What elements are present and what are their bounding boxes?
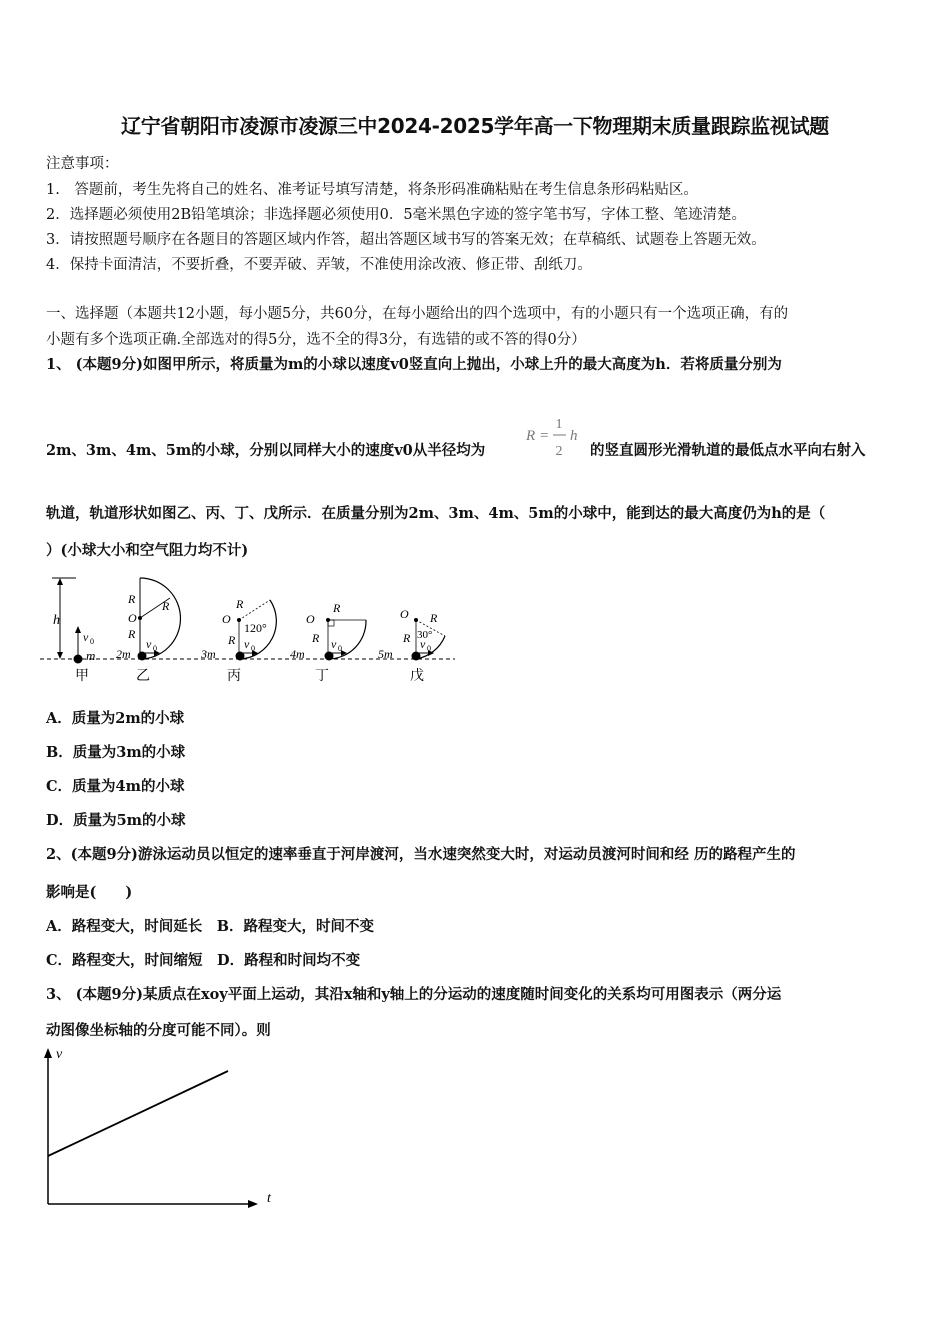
caption-jia: 甲 (75, 669, 89, 684)
caption-ding: 丁 (315, 669, 329, 684)
q3-line1: 3、 (本题9分)某质点在xoy平面上运动，其沿x轴和y轴上的分运动的速度随时间变化的关系均可用图表示（两分运 (46, 986, 782, 1003)
notice-item: 4．保持卡面清洁，不要折叠，不要弄破、弄皱，不准使用涂改液、修正带、刮纸刀。 (46, 257, 592, 273)
t-axis-label: t (267, 1191, 271, 1206)
v-axis-label: v (56, 1047, 63, 1062)
svg-text:v: v (146, 637, 152, 651)
formula-denominator: 2 (555, 444, 563, 459)
svg-text:O: O (306, 612, 315, 626)
formula-equals: = (540, 428, 549, 444)
q1-option-c: C．质量为4m的小球 (46, 778, 185, 795)
svg-text:0: 0 (251, 644, 255, 653)
section-heading-line2: 小题有多个选项正确.全部选对的得5分，选不全的得3分，有选错的或不答的得0分） (46, 332, 586, 348)
section-heading-line1: 一、选择题（本题共12小题，每小题5分，共60分，在每小题给出的四个选项中，有的小题只有一个选项正确，有的 (46, 306, 789, 322)
svg-text:R: R (236, 597, 244, 611)
svg-text:v: v (83, 630, 89, 644)
h-label: h (53, 613, 60, 628)
svg-text:O: O (400, 607, 409, 621)
q2-line2: 影响是( ) (46, 884, 133, 901)
svg-text:R: R (333, 601, 341, 615)
svg-text:O: O (222, 612, 231, 626)
caption-yi: 乙 (136, 669, 150, 684)
q1-track-figure (40, 572, 470, 690)
angle-120-label: 120° (244, 621, 267, 635)
caption-bing: 丙 (227, 669, 241, 684)
svg-text:R: R (128, 627, 136, 641)
svg-text:m: m (86, 648, 96, 663)
notice-item: 1. 答题前，考生先将自己的姓名、准考证号填写清楚，将条形码准确粘贴在考生信息条形码粘贴区。 (46, 182, 698, 198)
svg-text:v: v (420, 637, 426, 651)
q1-option-b: B．质量为3m的小球 (46, 744, 186, 761)
q2-line1: 2、(本题9分)游泳运动员以恒定的速率垂直于河岸渡河，当水速突然变大时，对运动员渡河时间和经 历的路程产生的 (46, 846, 796, 863)
q1-option-a: A．质量为2m的小球 (46, 710, 185, 727)
angle-30-label: 30° (417, 629, 433, 641)
svg-text:0: 0 (153, 644, 157, 653)
svg-text:R: R (162, 599, 170, 613)
q1-line2b: 的竖直圆形光滑轨道的最低点水平向右射入 (590, 442, 866, 459)
svg-text:4m: 4m (290, 647, 305, 661)
svg-text:2m: 2m (116, 647, 131, 661)
svg-text:3m: 3m (201, 647, 216, 661)
svg-text:v: v (244, 637, 250, 651)
svg-text:R: R (430, 611, 438, 625)
q1-option-d: D．质量为5m的小球 (46, 812, 186, 829)
q1-line3: 轨道，轨道形状如图乙、丙、丁、戊所示．在质量分别为2m、3m、4m、5m的小球中，能到达的最大高度仍为h的是（ (46, 505, 826, 522)
formula-lhs: R (526, 428, 536, 444)
q3-vt-graph (36, 1044, 286, 1212)
q1-line2a: 2m、3m、4m、5m的小球，分别以同样大小的速度v0从半径均为 (46, 442, 486, 459)
q3-line2: 动图像坐标轴的分度可能不同）。则 (46, 1022, 271, 1039)
notice-item: 2．选择题必须使用2B铅笔填涂；非选择题必须使用0．5毫米黑色字迹的签字笔书写，字体工整、笔迹清楚。 (46, 207, 747, 223)
svg-text:R: R (403, 631, 411, 645)
svg-text:0: 0 (427, 644, 431, 653)
notice-item: 3．请按照题号顺序在各题目的答题区域内作答，超出答题区域书写的答案无效；在草稿纸、试题卷上答题无效。 (46, 232, 766, 248)
q1-line4: ）(小球大小和空气阻力均不计) (46, 542, 249, 559)
svg-text:R: R (228, 633, 236, 647)
velocity-line (48, 1071, 228, 1156)
caption-wu: 戊 (410, 669, 424, 684)
notice-heading: 注意事项： (46, 156, 119, 172)
svg-text:R: R (128, 592, 136, 606)
formula-variable: h (570, 428, 578, 444)
page-title: 辽宁省朝阳市凌源市凌源三中2024-2025学年高一下物理期末质量跟踪监视试题 (121, 114, 829, 138)
svg-text:0: 0 (338, 644, 342, 653)
svg-text:v: v (331, 637, 337, 651)
svg-text:5m: 5m (378, 647, 393, 661)
svg-text:R: R (312, 631, 320, 645)
q2-options-row2: C．路程变大，时间缩短 D．路程和时间均不变 (46, 952, 361, 969)
q1-line1: 1、 (本题9分)如图甲所示，将质量为m的小球以速度v0竖直向上抛出，小球上升的最大高度为h．若将质量分别为 (46, 356, 782, 373)
formula-numerator: 1 (555, 417, 563, 432)
svg-text:O: O (128, 611, 137, 625)
q2-options-row1: A．路程变大，时间延长 B．路程变大，时间不变 (46, 918, 375, 935)
svg-text:0: 0 (90, 637, 94, 646)
radius-formula (524, 410, 588, 460)
